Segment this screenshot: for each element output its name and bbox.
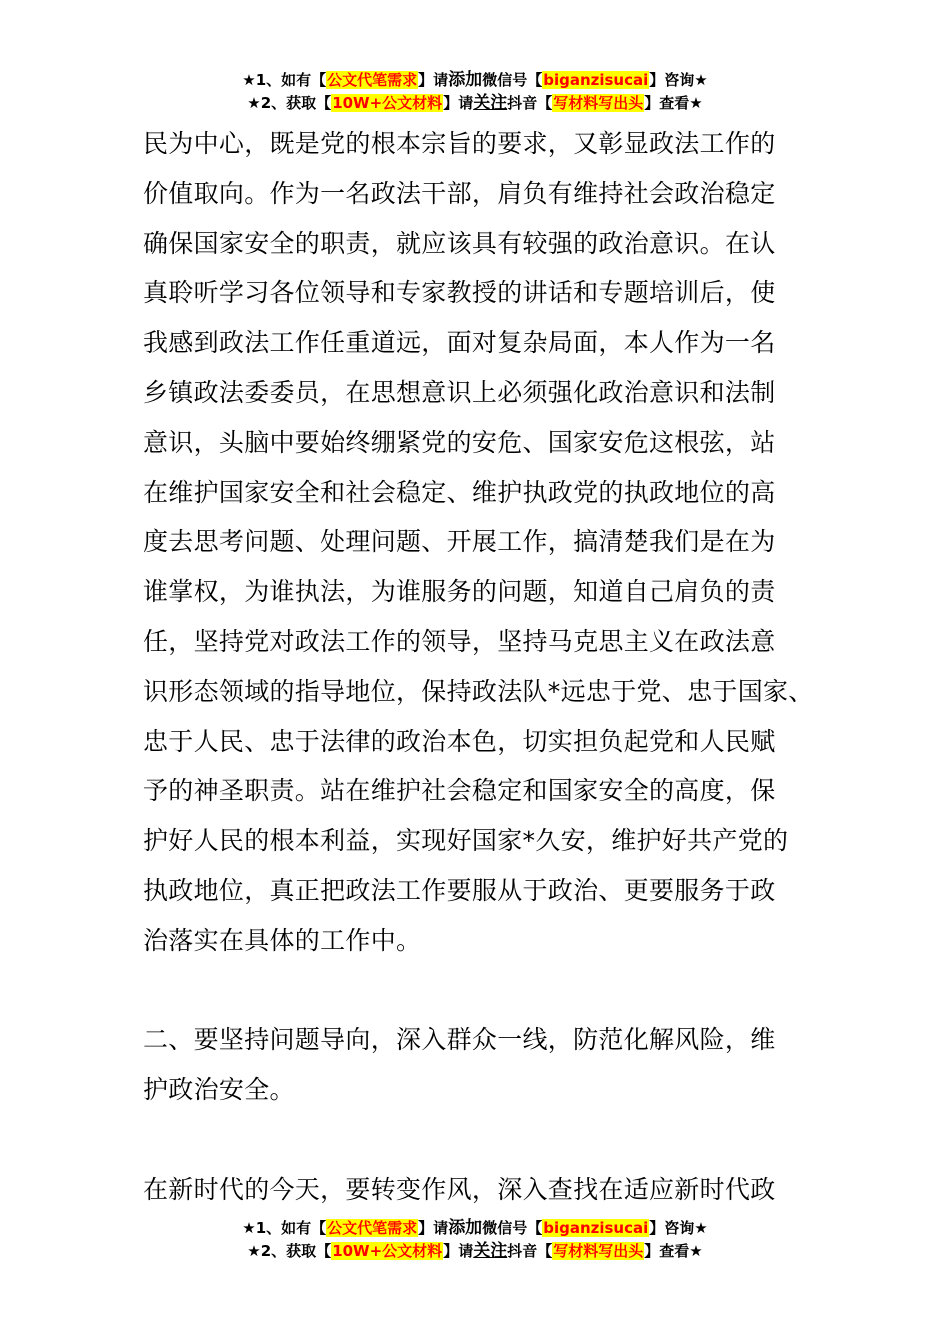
footer-banner <box>0 1217 950 1263</box>
text-line: 度去思考问题、处理问题、开展工作，搞清楚我们是在为 <box>143 527 776 557</box>
text-line: 执政地位，真正把政法工作要服从于政治、更要服务于政 <box>143 875 776 905</box>
highlight-materials: 10W+公文材料 <box>332 94 443 112</box>
paragraph-spacer <box>143 966 843 1016</box>
text-line: 谁掌权，为谁执法，为谁服务的问题，知道自己肩负的责 <box>143 577 776 607</box>
text-line: 民为中心，既是党的根本宗旨的要求，又彰显政法工作的 <box>143 129 776 158</box>
highlight-wechat-id: biganzisucai <box>543 71 649 89</box>
heading-line: 护政治安全。 <box>143 1075 295 1105</box>
paragraph-spacer <box>143 1115 843 1165</box>
text-line: 识形态领域的指导地位，保持政法队*远忠于党、忠于国家、 <box>143 676 814 706</box>
highlight-douyin-account: 写材料写出头 <box>553 1242 644 1260</box>
document-body <box>143 119 843 1215</box>
paragraph-3 <box>143 1165 843 1215</box>
text-line: 予的神圣职责。站在维护社会稳定和国家安全的高度，保 <box>143 776 776 806</box>
banner-line-1: ★1、如有【公文代笔需求】请添加微信号【biganzisucai】咨询★ <box>242 1218 708 1238</box>
text-line: 确保国家安全的职责，就应该具有较强的政治意识。在认 <box>143 228 776 258</box>
text-line: 在新时代的今天，要转变作风，深入查找在适应新时代政 <box>143 1174 776 1204</box>
text-line: 护好人民的根本利益，实现好国家*久安，维护好共产党的 <box>143 826 789 856</box>
text-line: 任，坚持党对政法工作的领导，坚持马克思主义在政法意 <box>143 626 776 656</box>
heading-line: 二、要坚持问题导向，深入群众一线，防范化解风险，维 <box>143 1025 776 1055</box>
text-line: 忠于人民、忠于法律的政治本色，切实担负起党和人民赋 <box>143 726 776 756</box>
text-line: 意识，头脑中要始终绷紧党的安危、国家安危这根弦，站 <box>143 427 776 457</box>
text-line: 治落实在具体的工作中。 <box>143 925 422 955</box>
section-heading-2 <box>143 1015 843 1115</box>
text-line: 真聆听学习各位领导和专家教授的讲话和专题培训后，使 <box>143 278 776 308</box>
text-line: 我感到政法工作任重道远，面对复杂局面，本人作为一名 <box>143 328 776 358</box>
highlight-douyin-account: 写材料写出头 <box>553 94 644 112</box>
highlight-materials: 10W+公文材料 <box>332 1242 443 1260</box>
highlight-writing-service: 公文代笔需求 <box>327 71 418 89</box>
text-line: 乡镇政法委委员，在思想意识上必须强化政治意识和法制 <box>143 377 776 407</box>
banner-line-1: ★1、如有【公文代笔需求】请添加微信号【biganzisucai】咨询★ <box>242 70 708 90</box>
highlight-wechat-id: biganzisucai <box>543 1219 649 1237</box>
text-line: 在维护国家安全和社会稳定、维护执政党的执政地位的高 <box>143 477 776 507</box>
banner-line-2: ★2、获取【10W+公文材料】请关注抖音【写材料写出头】查看★ <box>247 93 703 113</box>
banner-line-2: ★2、获取【10W+公文材料】请关注抖音【写材料写出头】查看★ <box>247 1241 703 1261</box>
header-banner <box>0 69 950 115</box>
paragraph-1 <box>143 119 843 966</box>
highlight-writing-service: 公文代笔需求 <box>327 1219 418 1237</box>
text-line: 价值取向。作为一名政法干部，肩负有维持社会政治稳定 <box>143 178 776 208</box>
